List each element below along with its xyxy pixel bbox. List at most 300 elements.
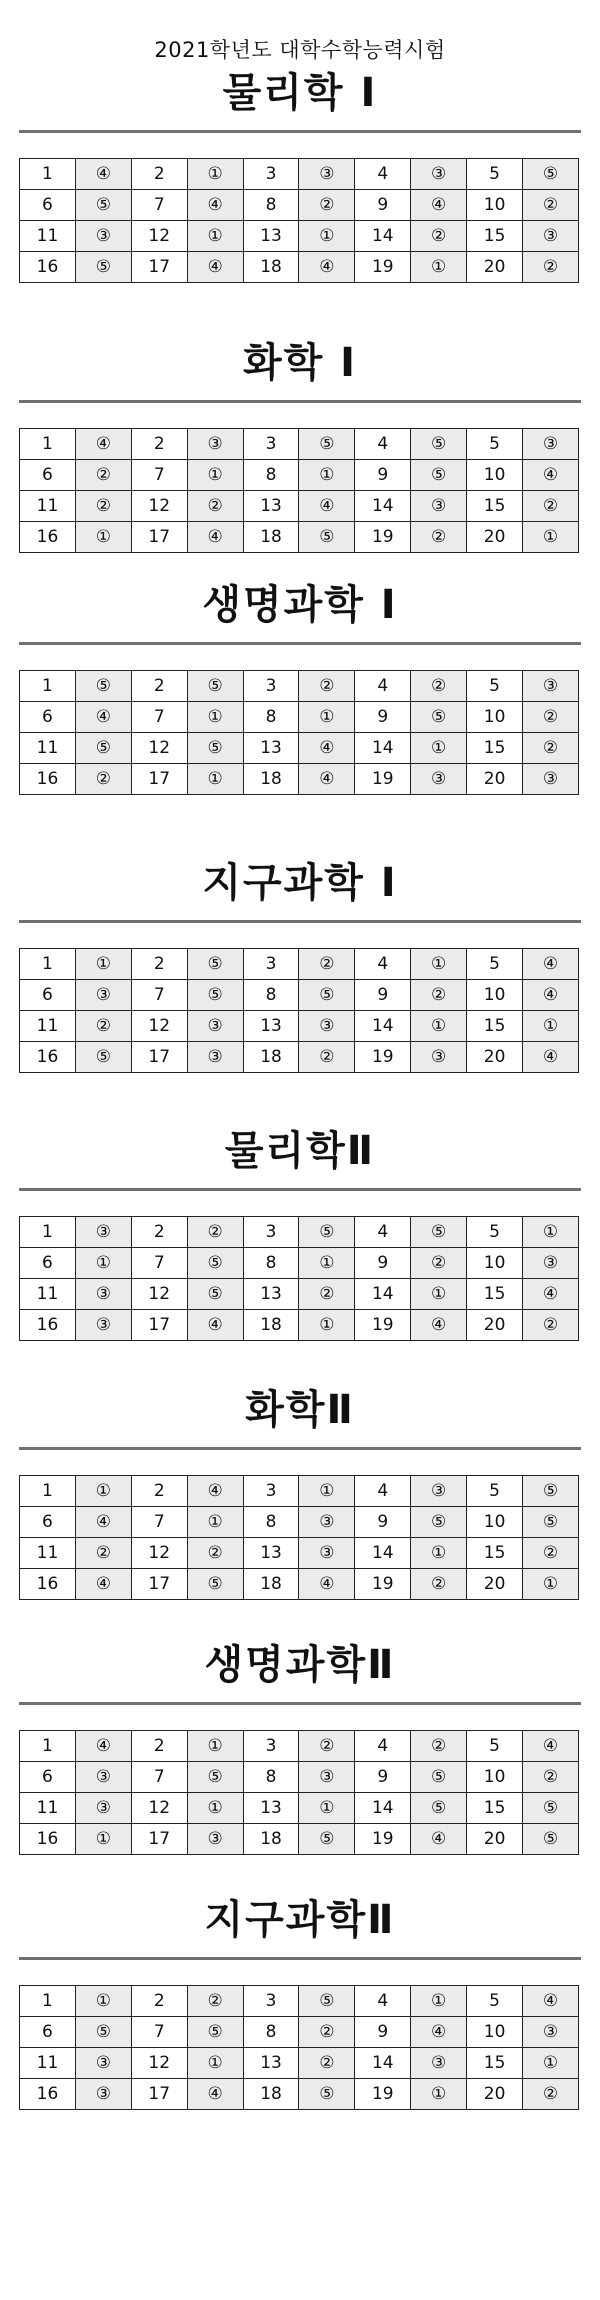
question-number: 3 [243, 159, 299, 190]
answer-choice: ③ [75, 1279, 131, 1310]
answer-choice: ⑤ [187, 1248, 243, 1279]
question-number: 14 [355, 1793, 411, 1824]
question-number: 1 [20, 949, 76, 980]
answer-choice: ③ [75, 2048, 131, 2079]
question-number: 9 [355, 190, 411, 221]
question-number: 1 [20, 671, 76, 702]
answer-choice: ① [299, 1248, 355, 1279]
answer-choice: ⑤ [411, 460, 467, 491]
question-number: 7 [131, 460, 187, 491]
answer-choice: ③ [75, 1762, 131, 1793]
table-row [20, 2079, 579, 2110]
answer-choice: ③ [411, 1042, 467, 1073]
table-row [20, 671, 579, 702]
question-number: 9 [355, 1248, 411, 1279]
question-number: 6 [20, 1248, 76, 1279]
question-number: 16 [20, 1569, 76, 1600]
answer-choice: ③ [411, 491, 467, 522]
answer-choice: ③ [523, 671, 579, 702]
answer-choice: ① [75, 949, 131, 980]
answer-table [19, 1730, 579, 1855]
answer-choice: ⑤ [75, 252, 131, 283]
table-row [20, 190, 579, 221]
question-number: 5 [467, 1217, 523, 1248]
question-number: 14 [355, 491, 411, 522]
answer-choice: ④ [523, 1986, 579, 2017]
question-number: 3 [243, 1986, 299, 2017]
answer-choice: ② [411, 221, 467, 252]
answer-choice: ① [411, 733, 467, 764]
table-row [20, 2048, 579, 2079]
table-row [20, 2017, 579, 2048]
question-number: 6 [20, 702, 76, 733]
answer-choice: ② [411, 1569, 467, 1600]
answer-choice: ② [299, 1042, 355, 1073]
question-number: 5 [467, 949, 523, 980]
question-number: 16 [20, 1824, 76, 1855]
answer-choice: ③ [187, 1824, 243, 1855]
question-number: 11 [20, 221, 76, 252]
table-row [20, 1824, 579, 1855]
question-number: 7 [131, 190, 187, 221]
answer-choice: ① [411, 1538, 467, 1569]
table-row [20, 764, 579, 795]
answer-choice: ② [75, 491, 131, 522]
answer-choice: ⑤ [187, 671, 243, 702]
table-row [20, 1793, 579, 1824]
question-number: 1 [20, 1986, 76, 2017]
answer-choice: ① [411, 1011, 467, 1042]
answer-choice: ① [299, 221, 355, 252]
subject-title: 생명과학 I [202, 582, 398, 628]
answer-choice: ③ [411, 1476, 467, 1507]
answer-choice: ④ [75, 1507, 131, 1538]
question-number: 17 [131, 1042, 187, 1073]
answer-choice: ① [187, 1507, 243, 1538]
answer-choice: ③ [75, 1793, 131, 1824]
table-row [20, 949, 579, 980]
question-number: 15 [467, 2048, 523, 2079]
answer-choice: ④ [523, 1279, 579, 1310]
title-divider [19, 130, 581, 133]
subject-title: 화학 I [242, 340, 358, 386]
question-number: 3 [243, 1476, 299, 1507]
question-number: 14 [355, 1279, 411, 1310]
question-number: 17 [131, 2079, 187, 2110]
subject-title: 물리학Ⅱ [224, 1128, 376, 1174]
answer-choice: ④ [75, 1731, 131, 1762]
answer-choice: ③ [187, 1042, 243, 1073]
question-number: 5 [467, 429, 523, 460]
question-number: 3 [243, 1217, 299, 1248]
question-number: 9 [355, 980, 411, 1011]
answer-choice: ② [187, 1538, 243, 1569]
answer-choice: ② [523, 1762, 579, 1793]
table-row [20, 1248, 579, 1279]
question-number: 14 [355, 2048, 411, 2079]
answer-choice: ④ [299, 733, 355, 764]
answer-choice: ⑤ [411, 1762, 467, 1793]
question-number: 16 [20, 1310, 76, 1341]
question-number: 14 [355, 1011, 411, 1042]
answer-choice: ④ [75, 429, 131, 460]
question-number: 13 [243, 1011, 299, 1042]
question-number: 1 [20, 1217, 76, 1248]
question-number: 20 [467, 2079, 523, 2110]
answer-table [19, 1985, 579, 2110]
answer-choice: ② [411, 980, 467, 1011]
answer-choice: ① [187, 764, 243, 795]
question-number: 1 [20, 1476, 76, 1507]
answer-choice: ⑤ [299, 1217, 355, 1248]
answer-choice: ② [187, 1986, 243, 2017]
table-row [20, 980, 579, 1011]
question-number: 17 [131, 252, 187, 283]
answer-choice: ③ [187, 1011, 243, 1042]
answer-choice: ③ [523, 1248, 579, 1279]
question-number: 19 [355, 1824, 411, 1855]
question-number: 17 [131, 522, 187, 553]
answer-choice: ② [299, 671, 355, 702]
answer-choice: ④ [299, 252, 355, 283]
question-number: 18 [243, 1310, 299, 1341]
question-number: 4 [355, 159, 411, 190]
subject-title: 물리학 I [222, 70, 378, 116]
table-row [20, 159, 579, 190]
answer-choice: ① [75, 1476, 131, 1507]
answer-choice: ④ [187, 190, 243, 221]
question-number: 10 [467, 702, 523, 733]
answer-choice: ⑤ [411, 1217, 467, 1248]
answer-choice: ② [299, 2017, 355, 2048]
question-number: 2 [131, 671, 187, 702]
answer-choice: ⑤ [299, 980, 355, 1011]
question-number: 16 [20, 522, 76, 553]
answer-choice: ③ [411, 159, 467, 190]
question-number: 18 [243, 252, 299, 283]
question-number: 9 [355, 1762, 411, 1793]
question-number: 20 [467, 1569, 523, 1600]
answer-choice: ⑤ [75, 190, 131, 221]
question-number: 15 [467, 491, 523, 522]
question-number: 8 [243, 1762, 299, 1793]
question-number: 2 [131, 1731, 187, 1762]
question-number: 10 [467, 1248, 523, 1279]
question-number: 6 [20, 460, 76, 491]
question-number: 17 [131, 1310, 187, 1341]
answer-choice: ③ [75, 2079, 131, 2110]
answer-choice: ② [523, 491, 579, 522]
question-number: 14 [355, 733, 411, 764]
answer-choice: ⑤ [187, 733, 243, 764]
question-number: 16 [20, 1042, 76, 1073]
question-number: 6 [20, 190, 76, 221]
question-number: 12 [131, 221, 187, 252]
answer-choice: ② [523, 2079, 579, 2110]
answer-choice: ④ [187, 2079, 243, 2110]
answer-choice: ④ [523, 980, 579, 1011]
answer-choice: ③ [299, 159, 355, 190]
table-row [20, 1011, 579, 1042]
question-number: 15 [467, 1011, 523, 1042]
title-divider [19, 1957, 581, 1960]
question-number: 7 [131, 1507, 187, 1538]
table-row [20, 1476, 579, 1507]
table-row [20, 1731, 579, 1762]
answer-choice: ① [187, 159, 243, 190]
answer-choice: ④ [299, 764, 355, 795]
question-number: 11 [20, 1538, 76, 1569]
question-number: 4 [355, 949, 411, 980]
title-divider [19, 1188, 581, 1191]
subject-title: 생명과학Ⅱ [204, 1642, 396, 1688]
question-number: 6 [20, 1762, 76, 1793]
answer-choice: ① [411, 252, 467, 283]
table-row [20, 221, 579, 252]
answer-choice: ① [187, 460, 243, 491]
question-number: 15 [467, 1538, 523, 1569]
question-number: 3 [243, 1731, 299, 1762]
question-number: 4 [355, 429, 411, 460]
question-number: 12 [131, 1279, 187, 1310]
question-number: 4 [355, 1731, 411, 1762]
answer-table [19, 948, 579, 1073]
question-number: 11 [20, 1279, 76, 1310]
answer-choice: ② [411, 1731, 467, 1762]
answer-choice: ② [299, 1731, 355, 1762]
question-number: 9 [355, 702, 411, 733]
question-number: 13 [243, 1279, 299, 1310]
question-number: 7 [131, 1248, 187, 1279]
answer-choice: ③ [75, 980, 131, 1011]
question-number: 3 [243, 949, 299, 980]
answer-choice: ③ [523, 429, 579, 460]
table-row [20, 1762, 579, 1793]
question-number: 14 [355, 1538, 411, 1569]
answer-choice: ⑤ [187, 1279, 243, 1310]
answer-choice: ① [75, 1824, 131, 1855]
answer-choice: ① [187, 2048, 243, 2079]
answer-choice: ③ [75, 1217, 131, 1248]
question-number: 11 [20, 491, 76, 522]
answer-choice: ② [75, 1538, 131, 1569]
question-number: 18 [243, 1824, 299, 1855]
answer-choice: ④ [187, 522, 243, 553]
table-row [20, 1279, 579, 1310]
table-row [20, 702, 579, 733]
question-number: 15 [467, 1793, 523, 1824]
answer-choice: ③ [523, 221, 579, 252]
question-number: 15 [467, 733, 523, 764]
question-number: 8 [243, 980, 299, 1011]
question-number: 12 [131, 491, 187, 522]
question-number: 13 [243, 491, 299, 522]
question-number: 5 [467, 1476, 523, 1507]
question-number: 13 [243, 733, 299, 764]
question-number: 17 [131, 1824, 187, 1855]
answer-choice: ① [299, 460, 355, 491]
table-row [20, 252, 579, 283]
table-row [20, 522, 579, 553]
answer-choice: ⑤ [523, 159, 579, 190]
question-number: 9 [355, 2017, 411, 2048]
question-number: 18 [243, 1042, 299, 1073]
answer-choice: ⑤ [523, 1476, 579, 1507]
question-number: 5 [467, 671, 523, 702]
question-number: 14 [355, 221, 411, 252]
question-number: 7 [131, 702, 187, 733]
answer-choice: ② [523, 252, 579, 283]
question-number: 18 [243, 522, 299, 553]
answer-choice: ④ [187, 1310, 243, 1341]
question-number: 12 [131, 1011, 187, 1042]
answer-choice: ⑤ [75, 2017, 131, 2048]
question-number: 13 [243, 1538, 299, 1569]
table-row [20, 1042, 579, 1073]
answer-choice: ⑤ [299, 522, 355, 553]
answer-choice: ② [411, 671, 467, 702]
answer-choice: ① [299, 1793, 355, 1824]
question-number: 9 [355, 1507, 411, 1538]
title-divider [19, 920, 581, 923]
answer-choice: ⑤ [411, 1793, 467, 1824]
question-number: 10 [467, 980, 523, 1011]
answer-choice: ⑤ [187, 980, 243, 1011]
answer-choice: ② [523, 702, 579, 733]
question-number: 20 [467, 764, 523, 795]
answer-table [19, 428, 579, 553]
question-number: 15 [467, 1279, 523, 1310]
answer-choice: ② [75, 460, 131, 491]
answer-choice: ④ [523, 949, 579, 980]
answer-choice: ⑤ [75, 1042, 131, 1073]
question-number: 16 [20, 252, 76, 283]
question-number: 10 [467, 2017, 523, 2048]
question-number: 4 [355, 1476, 411, 1507]
question-number: 12 [131, 2048, 187, 2079]
answer-choice: ① [299, 1310, 355, 1341]
answer-choice: ① [411, 2079, 467, 2110]
answer-table [19, 158, 579, 283]
question-number: 3 [243, 429, 299, 460]
answer-choice: ③ [75, 221, 131, 252]
answer-choice: ① [299, 702, 355, 733]
answer-choice: ⑤ [75, 671, 131, 702]
answer-choice: ⑤ [187, 949, 243, 980]
answer-choice: ① [75, 1248, 131, 1279]
question-number: 2 [131, 1986, 187, 2017]
answer-choice: ⑤ [187, 2017, 243, 2048]
answer-choice: ① [523, 522, 579, 553]
answer-choice: ① [523, 1217, 579, 1248]
question-number: 11 [20, 2048, 76, 2079]
question-number: 13 [243, 1793, 299, 1824]
answer-choice: ① [187, 1793, 243, 1824]
question-number: 12 [131, 733, 187, 764]
answer-choice: ④ [75, 1569, 131, 1600]
answer-choice: ③ [523, 2017, 579, 2048]
question-number: 19 [355, 1310, 411, 1341]
answer-choice: ⑤ [411, 429, 467, 460]
question-number: 2 [131, 1476, 187, 1507]
question-number: 6 [20, 980, 76, 1011]
answer-choice: ③ [411, 764, 467, 795]
question-number: 6 [20, 2017, 76, 2048]
question-number: 19 [355, 1569, 411, 1600]
question-number: 20 [467, 252, 523, 283]
answer-choice: ① [411, 1279, 467, 1310]
answer-choice: ⑤ [299, 1824, 355, 1855]
answer-choice: ⑤ [523, 1824, 579, 1855]
question-number: 8 [243, 190, 299, 221]
question-number: 11 [20, 733, 76, 764]
answer-choice: ① [75, 1986, 131, 2017]
question-number: 5 [467, 1731, 523, 1762]
question-number: 17 [131, 1569, 187, 1600]
document-header: 2021학년도 대학수학능력시험 [154, 38, 446, 62]
answer-choice: ④ [411, 1310, 467, 1341]
answer-choice: ④ [187, 1476, 243, 1507]
answer-choice: ② [299, 949, 355, 980]
answer-table [19, 1216, 579, 1341]
answer-choice: ⑤ [299, 429, 355, 460]
question-number: 16 [20, 2079, 76, 2110]
question-number: 2 [131, 949, 187, 980]
answer-choice: ② [75, 1011, 131, 1042]
answer-choice: ④ [411, 1824, 467, 1855]
table-row [20, 429, 579, 460]
answer-choice: ② [299, 1279, 355, 1310]
answer-choice: ① [75, 522, 131, 553]
question-number: 7 [131, 1762, 187, 1793]
question-number: 17 [131, 764, 187, 795]
table-row [20, 1538, 579, 1569]
answer-choice: ③ [187, 429, 243, 460]
question-number: 8 [243, 1507, 299, 1538]
question-number: 2 [131, 1217, 187, 1248]
answer-choice: ⑤ [411, 1507, 467, 1538]
question-number: 10 [467, 190, 523, 221]
answer-choice: ① [187, 221, 243, 252]
subject-title: 지구과학Ⅱ [204, 1897, 396, 1943]
answer-choice: ① [523, 1569, 579, 1600]
answer-choice: ② [523, 1310, 579, 1341]
question-number: 12 [131, 1538, 187, 1569]
answer-choice: ⑤ [523, 1793, 579, 1824]
answer-choice: ② [523, 733, 579, 764]
answer-choice: ③ [75, 1310, 131, 1341]
question-number: 18 [243, 2079, 299, 2110]
answer-choice: ④ [523, 1042, 579, 1073]
question-number: 3 [243, 671, 299, 702]
answer-choice: ⑤ [75, 733, 131, 764]
answer-choice: ① [411, 1986, 467, 2017]
subject-title: 화학Ⅱ [245, 1387, 355, 1433]
table-row [20, 1569, 579, 1600]
question-number: 9 [355, 460, 411, 491]
answer-table [19, 670, 579, 795]
answer-choice: ② [523, 1538, 579, 1569]
question-number: 2 [131, 429, 187, 460]
answer-choice: ② [75, 764, 131, 795]
table-row [20, 733, 579, 764]
answer-choice: ⑤ [187, 1569, 243, 1600]
answer-choice: ④ [523, 1731, 579, 1762]
question-number: 13 [243, 2048, 299, 2079]
answer-choice: ③ [411, 2048, 467, 2079]
question-number: 11 [20, 1011, 76, 1042]
answer-choice: ⑤ [299, 1986, 355, 2017]
